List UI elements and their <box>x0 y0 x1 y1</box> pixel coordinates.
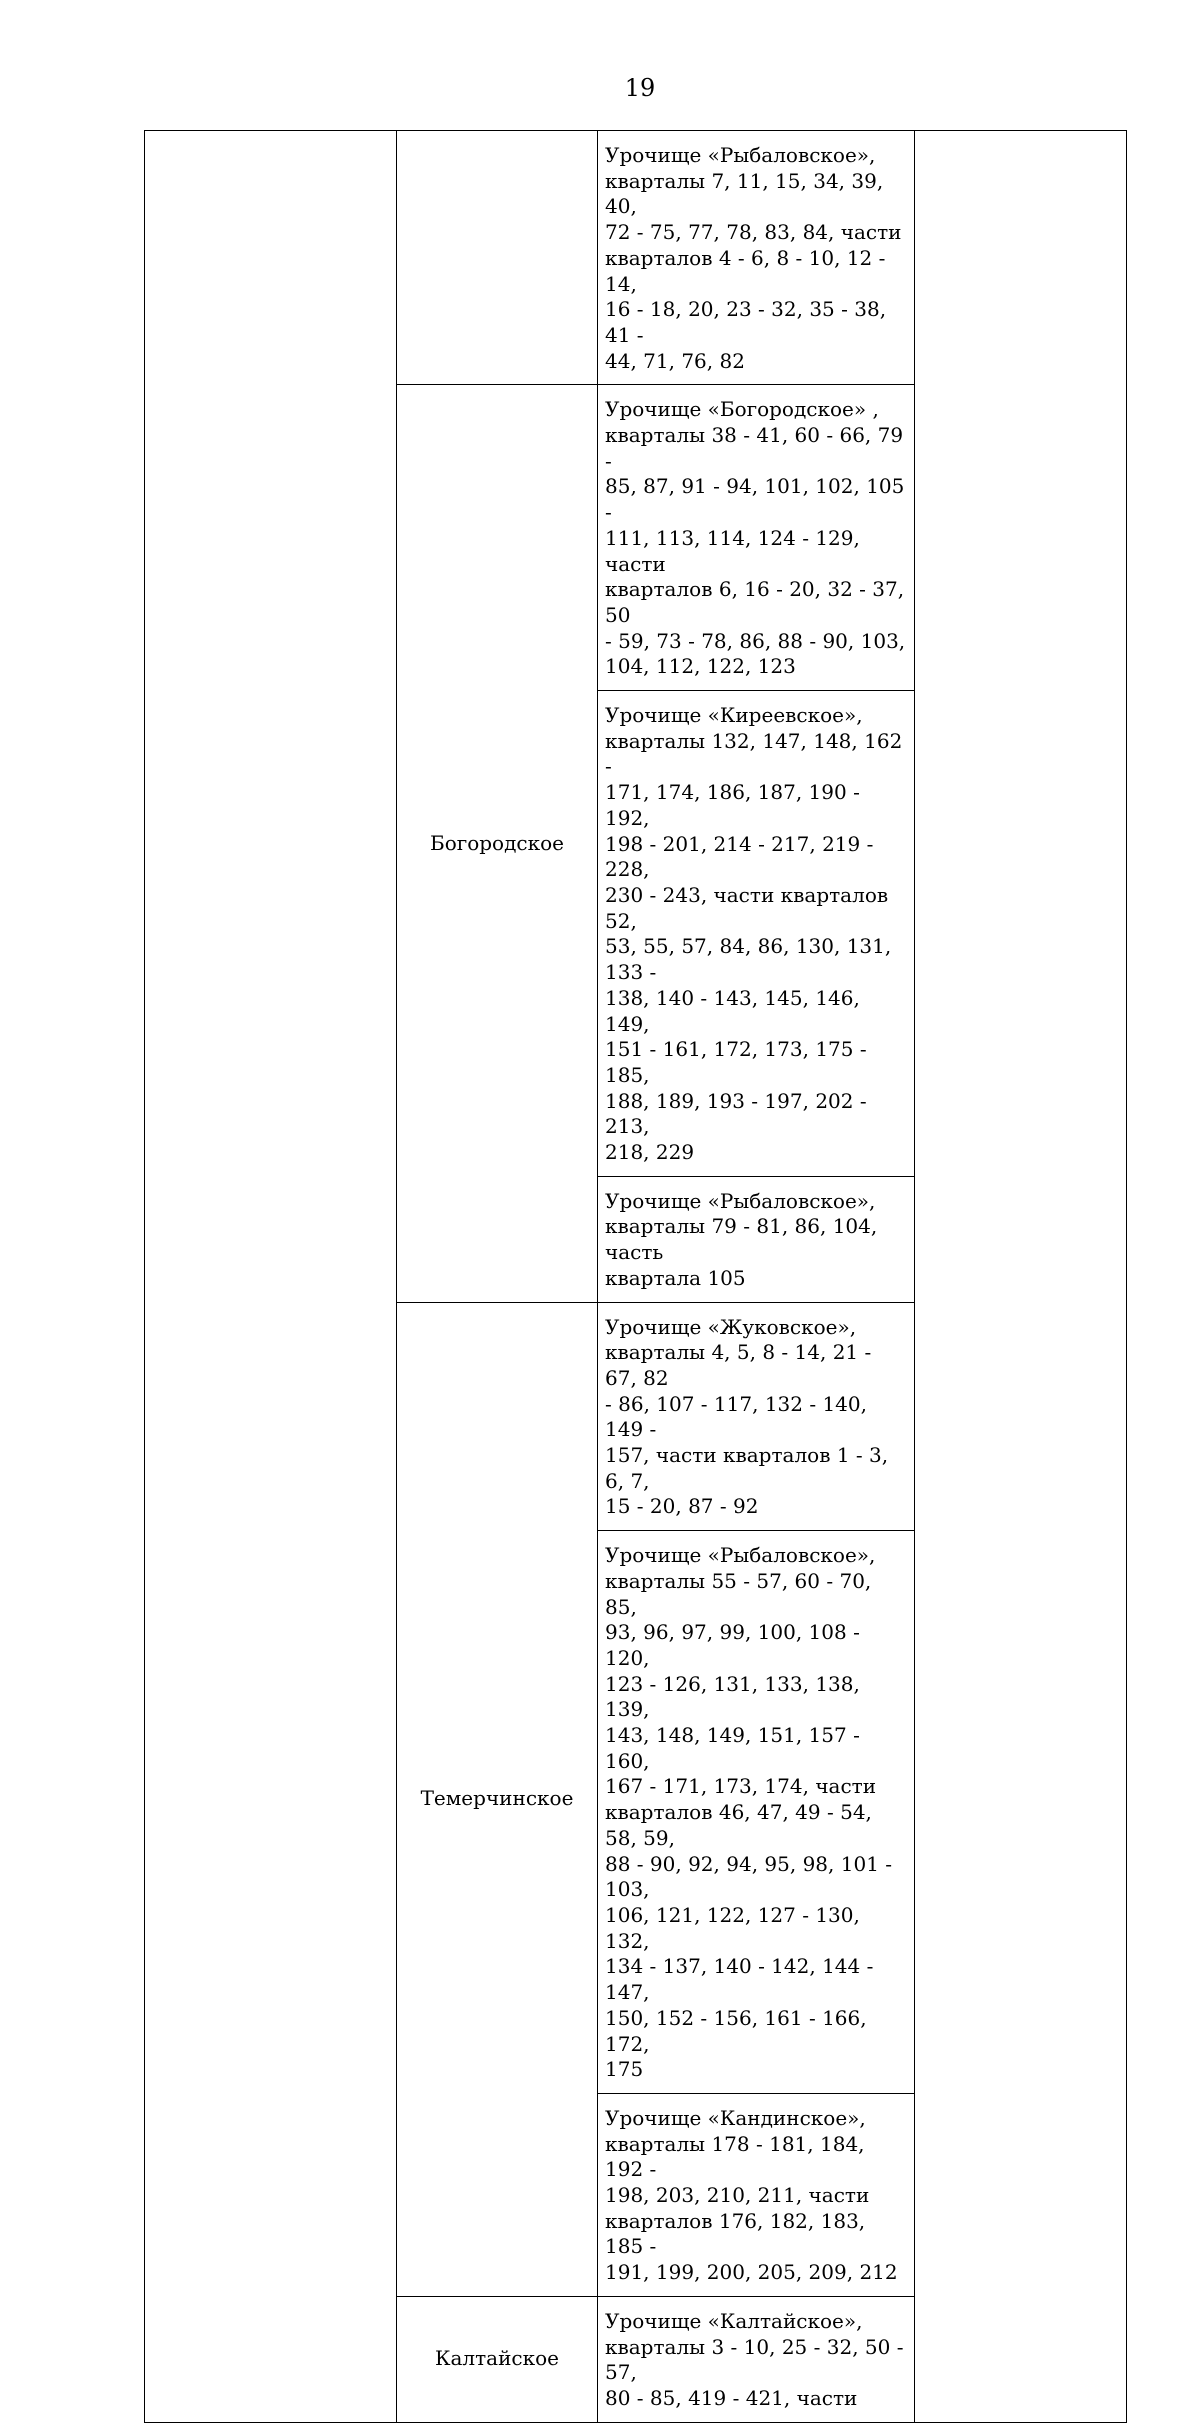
left-column-cell <box>145 131 397 2423</box>
tract-description: Урочище «Жуковское», кварталы 4, 5, 8 - 14, 21 - 67, 82 - 86, 107 - 117, 132 - 140, 149 - 157, части кварталов 1 - 3, 6, 7, 15 - 20, 87 - 92 <box>605 1314 889 1519</box>
tract-description: Урочище «Рыбаловское», кварталы 79 - 81, 86, 104, часть квартала 105 <box>605 1188 878 1290</box>
tract-description: Урочище «Калтайское», кварталы 3 - 10, 25 - 32, 50 - 57, 80 - 85, 419 - 421, части <box>605 2308 904 2410</box>
tract-description: Урочище «Киреевское», кварталы 132, 147, 148, 162 - 171, 174, 186, 187, 190 - 192, 198 - 201, 214 - 217, 219 - 228, 230 - 243, части кварталов 52, 53, 55, 57, 84, 86, 130, 131, 133 - 138, 140 - 143, 145, 146, 149, 151 - 161, 172, 173, 175 - 185, 188, 189, 193 - 197, 202 - 213, 218, 229 <box>605 703 903 1165</box>
tract-cell <box>598 1176 915 1302</box>
tract-cell <box>598 385 915 691</box>
forestry-cell: Богородское <box>397 385 598 1302</box>
table-row <box>145 131 1127 385</box>
forestry-cell: Темерчинское <box>397 1302 598 2296</box>
tract-cell <box>598 1531 915 2094</box>
page-number: 19 <box>624 74 656 102</box>
tract-cell <box>598 131 915 385</box>
tract-description: Урочище «Кандинское», кварталы 178 - 181, 184, 192 - 198, 203, 210, 211, части кварталов 176, 182, 183, 185 - 191, 199, 200, 205, 209, 212 <box>605 2105 898 2285</box>
tract-cell <box>598 1302 915 1531</box>
right-column-cell <box>915 131 1127 2423</box>
tract-cell <box>598 691 915 1177</box>
forestry-cell <box>397 131 598 385</box>
tract-cell <box>598 2296 915 2422</box>
tract-cell <box>598 2093 915 2296</box>
forest-quarters-table <box>144 130 1127 2423</box>
tract-description: Урочище «Рыбаловское», кварталы 55 - 57, 60 - 70, 85, 93, 96, 97, 99, 100, 108 - 120, 123 - 126, 131, 133, 138, 139, 143, 148, 149, 151, 157 - 160, 167 - 171, 173, 174, части кварталов 46, 47, 49 - 54, 58, 59, 88 - 90, 92, 94, 95, 98, 101 - 103, 106, 121, 122, 127 - 130, 132, 134 - 137, 140 - 142, 144 - 147, 150, 152 - 156, 161 - 166, 172, 175 <box>605 1543 893 2082</box>
forestry-cell: Калтайское <box>397 2296 598 2422</box>
tract-description: Урочище «Богородское» , кварталы 38 - 41, 60 - 66, 79 - 85, 87, 91 - 94, 101, 102, 105 - 111, 113, 114, 124 - 129, части кварталов 6, 16 - 20, 32 - 37, 50 - 59, 73 - 78, 86, 88 - 90, 103, 104, 112, 122, 123 <box>605 397 906 679</box>
tract-description: Урочище «Рыбаловское», кварталы 7, 11, 15, 34, 39, 40, 72 - 75, 77, 78, 83, 84, части кварталов 4 - 6, 8 - 10, 12 - 14, 16 - 18, 20, 23 - 32, 35 - 38, 41 - 44, 71, 76, 82 <box>605 143 902 373</box>
